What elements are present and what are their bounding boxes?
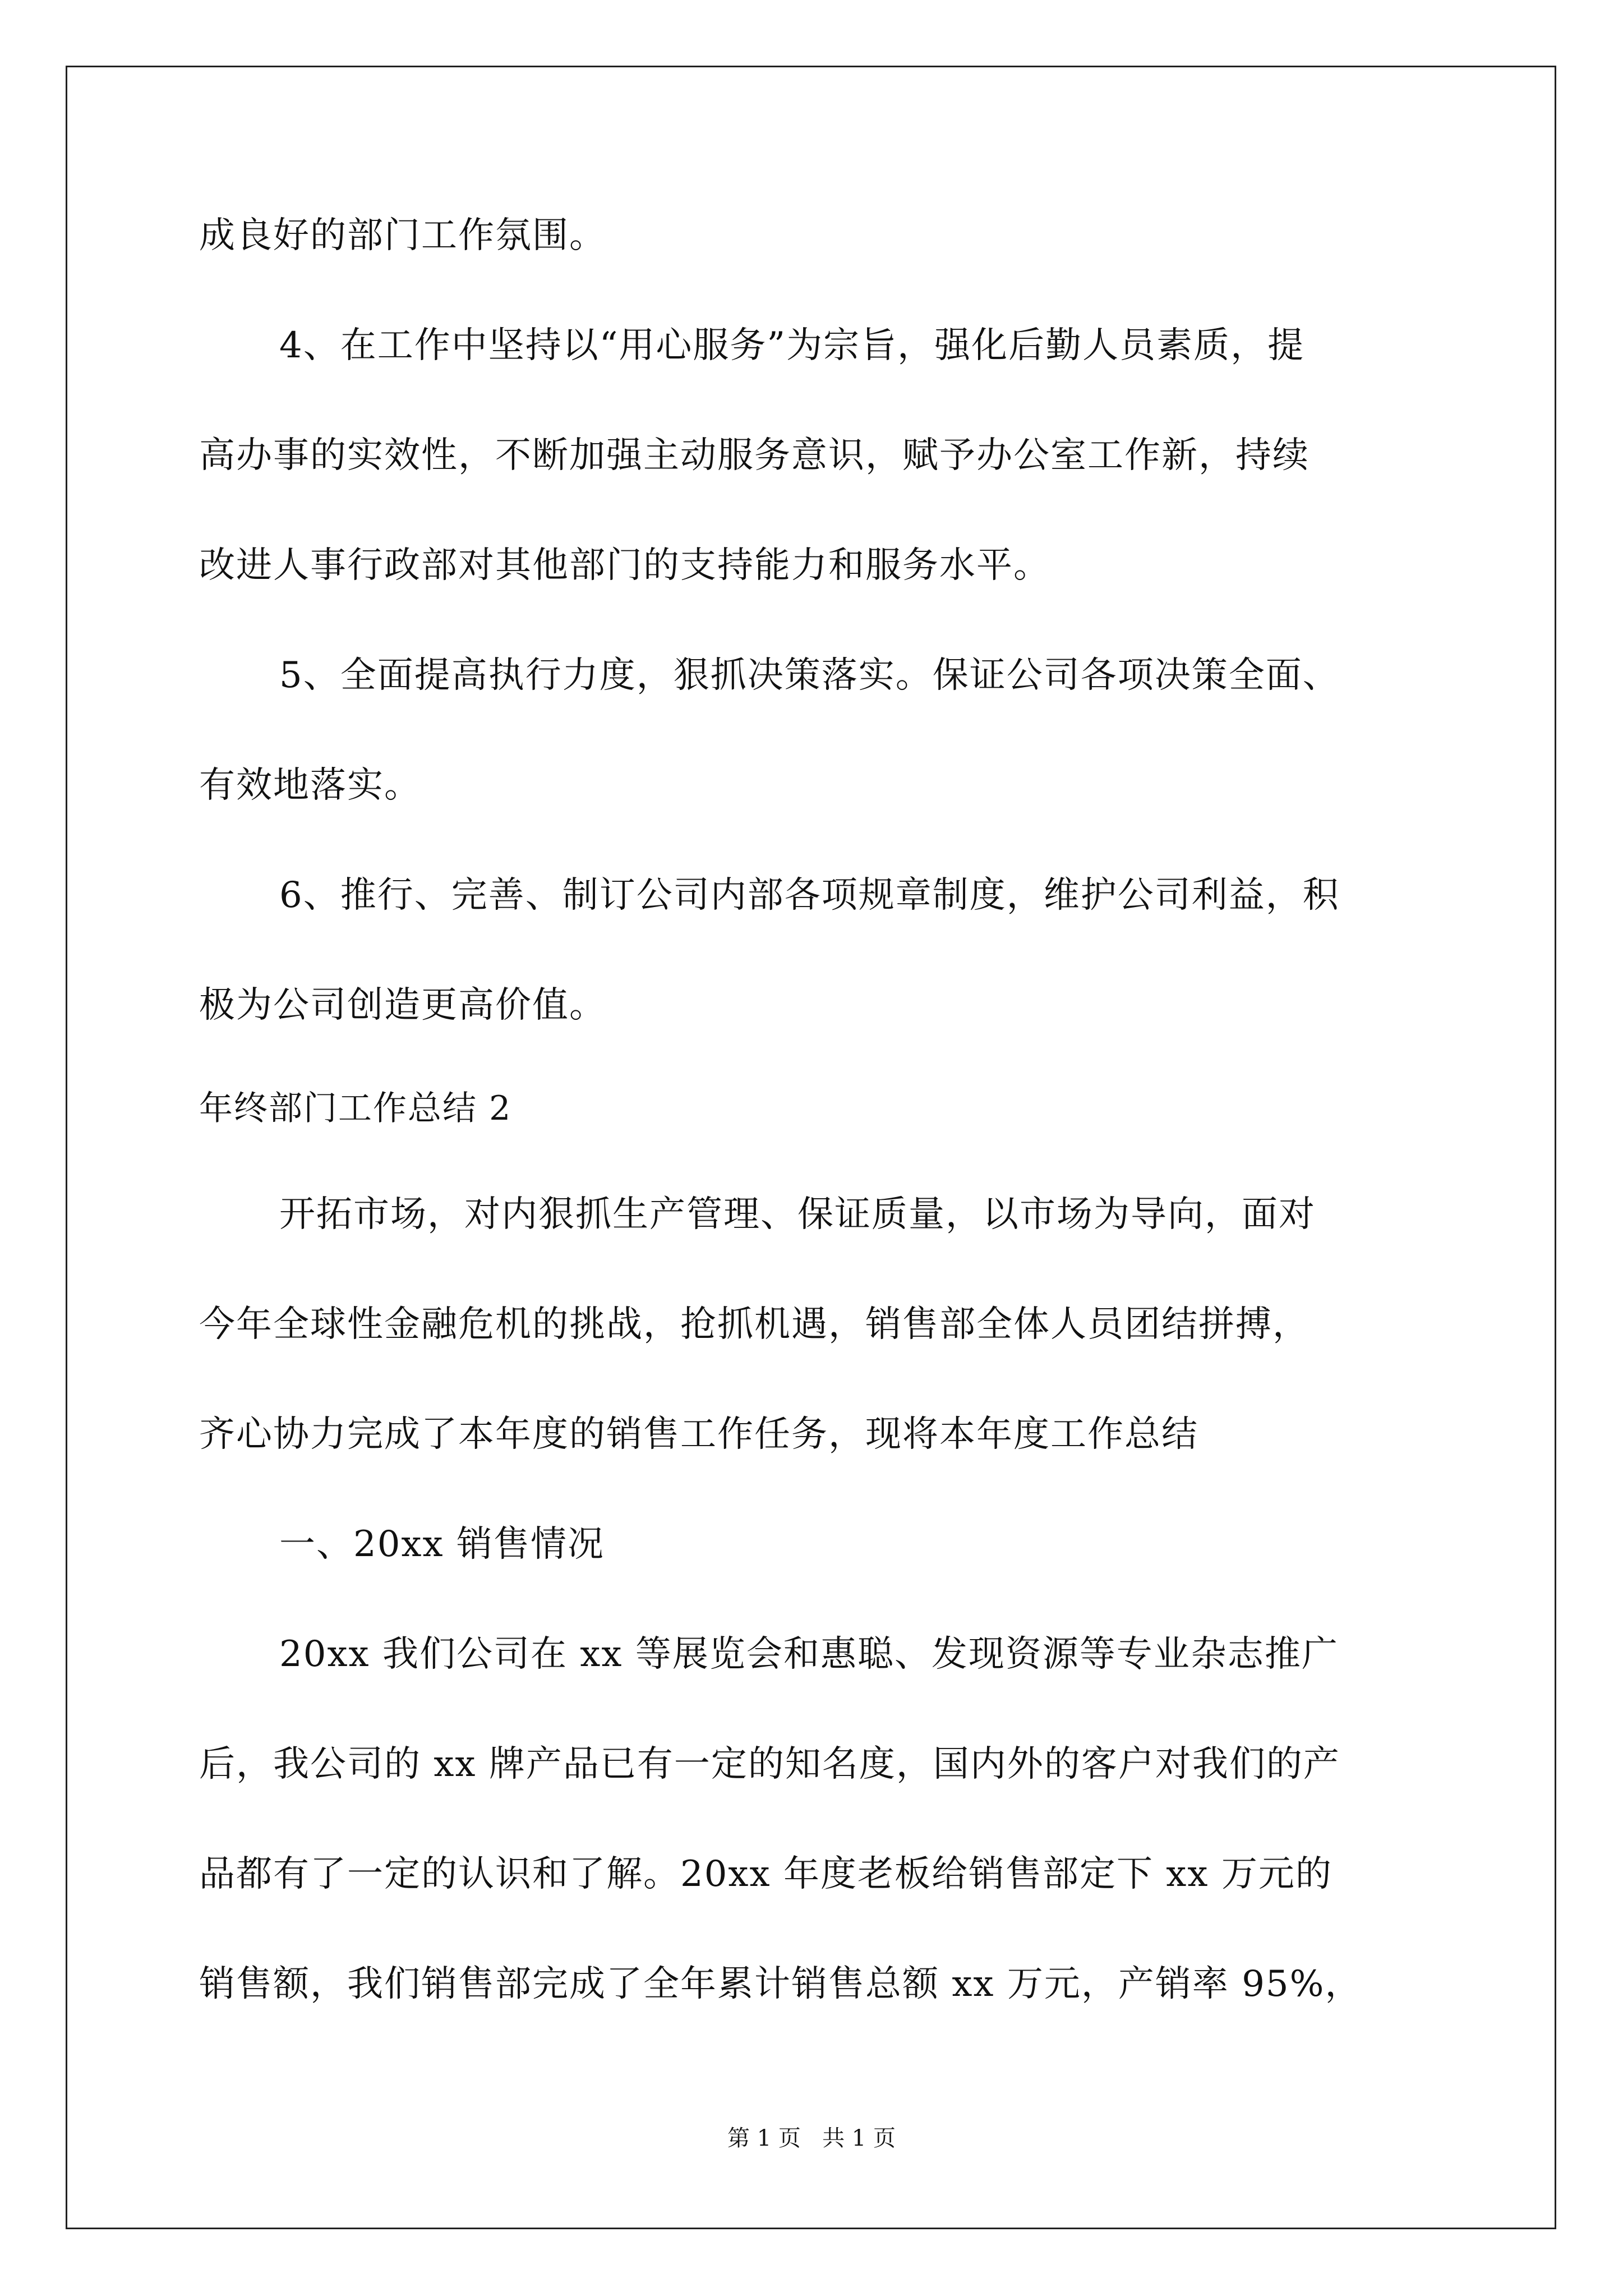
paragraph-5-line-1: 5、全面提高执行力度，狠抓决策落实。保证公司各项决策全面、 xyxy=(279,655,1340,696)
paragraph-6-line-1: 6、推行、完善、制订公司内部各项规章制度，维护公司利益，积 xyxy=(279,875,1340,916)
paragraph-5-line-2: 有效地落实。 xyxy=(199,765,421,806)
paragraph-6-line-2: 极为公司创造更高价值。 xyxy=(199,984,606,1026)
section-heading: 年终部门工作总结 2 xyxy=(199,1089,512,1128)
body-line: 成良好的部门工作氛围。 xyxy=(199,215,606,256)
paragraph-4-line-2: 高办事的实效性，不断加强主动服务意识，赋予办公室工作新，持续 xyxy=(199,435,1310,476)
paragraph-4-line-1: 4、在工作中坚持以“用心服务”为宗旨，强化后勤人员素质，提 xyxy=(279,325,1305,366)
page-number: 第 1 页 共 1 页 xyxy=(727,2125,896,2151)
page-border xyxy=(66,66,1556,2229)
sales-line-4: 销售额，我们销售部完成了全年累计销售总额 xx 万元，产销率 95%， xyxy=(199,1963,1362,2005)
paragraph-4-line-3: 改进人事行政部对其他部门的支持能力和服务水平。 xyxy=(199,545,1050,586)
sales-line-3: 品都有了一定的认识和了解。20xx 年度老板给销售部定下 xx 万元的 xyxy=(199,1853,1332,1895)
intro-line-1: 开拓市场，对内狠抓生产管理、保证质量，以市场为导向，面对 xyxy=(279,1194,1316,1235)
intro-line-3: 齐心协力完成了本年度的销售工作任务，现将本年度工作总结 xyxy=(199,1414,1198,1455)
sales-line-1: 20xx 我们公司在 xx 等展览会和惠聪、发现资源等专业杂志推广 xyxy=(279,1634,1339,1675)
intro-line-2: 今年全球性金融危机的挑战，抢抓机遇，销售部全体人员团结拼搏， xyxy=(199,1304,1310,1345)
subsection-heading: 一、20xx 销售情况 xyxy=(279,1524,605,1565)
sales-line-2: 后，我公司的 xx 牌产品已有一定的知名度，国内外的客户对我们的产 xyxy=(199,1743,1340,1785)
